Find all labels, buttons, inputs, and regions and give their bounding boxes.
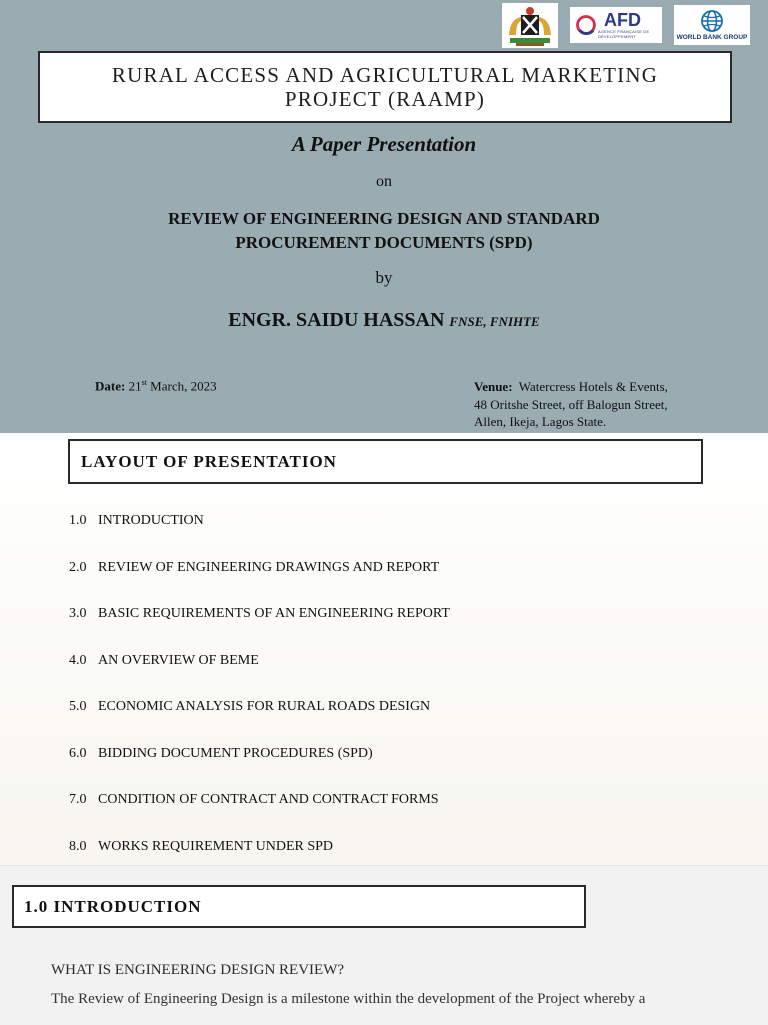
- presentation-topic: REVIEW OF ENGINEERING DESIGN AND STANDARD PROCUREMENT DOCUMENTS (SPD): [168, 209, 600, 252]
- date-label: Date:: [95, 378, 126, 394]
- date-block: [95, 378, 217, 394]
- world-bank-wordmark: WORLD BANK GROUP: [676, 34, 748, 41]
- agenda-item-label: BASIC REQUIREMENTS OF AN ENGINEERING REPORT: [98, 606, 450, 621]
- author-line: [0, 309, 768, 332]
- agenda-item-number: 1.0: [69, 513, 87, 528]
- agenda-item-number: 5.0: [69, 699, 87, 714]
- section-question: WHAT IS ENGINEERING DESIGN REVIEW?: [51, 962, 345, 978]
- agenda-item-number: 2.0: [69, 559, 87, 575]
- afd-subtext: AGENCE FRANÇAISE DE DÉVELOPPEMENT: [597, 29, 650, 39]
- venue-line-1: Watercress Hotels & Events,: [518, 379, 668, 394]
- venue-label: Venue:: [474, 379, 513, 394]
- agenda-item: [69, 653, 450, 700]
- venue-line-3: Allen, Ikeja, Lagos State.: [474, 414, 607, 429]
- layout-heading: LAYOUT OF PRESENTATION: [81, 451, 337, 471]
- agenda-item-label: CONDITION OF CONTRACT AND CONTRACT FORMS: [98, 792, 439, 807]
- agenda-item-label: AN OVERVIEW OF BEME: [98, 652, 259, 668]
- topic-wrap: [0, 207, 768, 255]
- agenda-item-number: 6.0: [69, 745, 87, 761]
- agenda-item: [69, 560, 450, 607]
- agenda-item: [69, 792, 450, 839]
- afd-ring-icon: [574, 10, 598, 40]
- agenda-item-number: 8.0: [69, 838, 87, 854]
- date-rest: March, 2023: [150, 378, 217, 394]
- agenda-item-label: INTRODUCTION: [98, 513, 204, 528]
- agenda-item-label: BIDDING DOCUMENT PROCEDURES (SPD): [98, 745, 373, 761]
- introduction-slide: [0, 865, 768, 1025]
- agenda-item-label: ECONOMIC ANALYSIS FOR RURAL ROADS DESIGN: [98, 699, 431, 714]
- agenda-item-number: 4.0: [69, 652, 87, 668]
- agenda-item: [69, 513, 450, 560]
- author-credentials: FNSE, FNIHTE: [449, 314, 540, 329]
- agenda-item: [69, 746, 450, 793]
- date-day: 21: [128, 378, 142, 394]
- world-bank-logo: [674, 5, 750, 45]
- presentation-subtitle: A Paper Presentation: [291, 132, 477, 156]
- project-title: RURAL ACCESS AND AGRICULTURAL MARKETING PROJECT (RAAMP): [111, 63, 659, 111]
- agenda-item-label: WORKS REQUIREMENT UNDER SPD: [98, 838, 334, 854]
- by-text: by: [375, 268, 393, 287]
- nigeria-coat-of-arms-logo: [502, 3, 558, 48]
- agenda-item-number: 7.0: [69, 792, 87, 807]
- agenda-item: [69, 606, 450, 653]
- agenda-list: [69, 513, 450, 885]
- globe-icon: [700, 9, 724, 33]
- title-slide: [0, 0, 768, 433]
- layout-heading-box: [68, 439, 703, 484]
- section-paragraph: The Review of Engineering Design is a milestone within the development of the Project whereby a: [51, 991, 646, 1007]
- agenda-item-number: 3.0: [69, 606, 87, 621]
- afd-wordmark: AFD: [603, 10, 641, 30]
- agenda-item: [69, 699, 450, 746]
- venue-line-2: 48 Oritshe Street, off Balogun Street,: [474, 396, 668, 412]
- on-text: on: [376, 173, 392, 190]
- project-title-box: [38, 51, 732, 123]
- logo-bar: [502, 3, 750, 48]
- layout-slide: [0, 433, 768, 865]
- date-suffix: st: [141, 378, 147, 387]
- author-name: ENGR. SAIDU HASSAN: [228, 309, 445, 331]
- agenda-item-label: REVIEW OF ENGINEERING DRAWINGS AND REPORT: [98, 559, 440, 575]
- afd-logo: [570, 7, 662, 43]
- introduction-heading: 1.0 INTRODUCTION: [24, 896, 202, 916]
- introduction-heading-box: [12, 885, 586, 928]
- venue-block: [474, 378, 714, 431]
